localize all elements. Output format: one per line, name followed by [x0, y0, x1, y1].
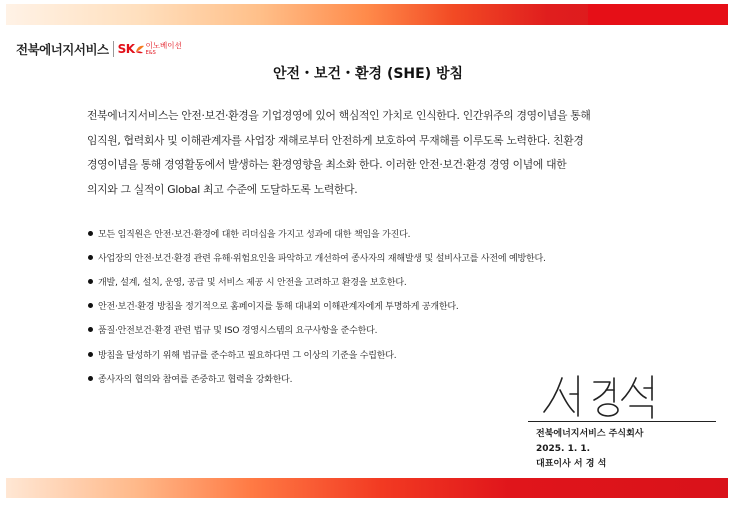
logo-divider	[113, 41, 114, 57]
closing-ceo: 대표이사 서 경 석	[536, 459, 607, 469]
policy-list	[88, 221, 688, 390]
list-item-text: 종사자의 협의와 참여를 존중하고 협력을 강화한다.	[98, 374, 293, 385]
company-name: 전북에너지서비스	[16, 42, 109, 57]
sk-butterfly-icon	[135, 44, 145, 54]
closing-company: 전북에너지서비스 주식회사	[536, 429, 644, 439]
intro-line: 경영이념을 통해 경영활동에서 발생하는 환경영향을 최소화 한다. 이러한 안전·보건·환경 경영 이념에 대한	[87, 158, 567, 171]
bullet-icon	[88, 255, 93, 260]
list-item	[88, 245, 688, 269]
signature-line	[528, 421, 716, 422]
intro-line: 의지와 그 실적이 Global 최고 수준에 도달하도록 노력한다.	[87, 182, 358, 196]
list-item-text: 방침을 달성하기 위해 법규를 준수하고 필요하다면 그 이상의 기준을 수립한다.	[98, 350, 397, 361]
list-item-text: 안전·보건·환경 방침을 정기적으로 홈페이지를 통해 대내외 이해관계자에게 투명하게 공개한다.	[98, 302, 459, 313]
list-item	[88, 269, 688, 293]
list-item	[88, 342, 688, 366]
bullet-icon	[88, 376, 93, 381]
sk-company-name: 이노베이션	[145, 41, 182, 51]
intro-line: 임직원, 협력회사 및 이해관계자를 사업장 재해로부터 안전하게 보호하여 무재해를 이루도록 노력한다. 친환경	[87, 133, 584, 147]
handwritten-signature	[532, 372, 692, 422]
sk-brand: SK	[117, 42, 135, 56]
closing-date: 2025. 1. 1.	[536, 444, 591, 454]
intro-paragraph	[87, 104, 687, 202]
list-item-text: 사업장의 안전·보건·환경 관련 유해·위험요인을 파악하고 개선하여 종사자의 재해발생 및 설비사고를 사전에 예방한다.	[98, 253, 546, 264]
bullet-icon	[88, 279, 93, 284]
list-item	[88, 221, 688, 245]
bottom-decorative-band	[6, 478, 728, 498]
bullet-icon	[88, 352, 93, 357]
intro-line: 전북에너지서비스는 안전·보건·환경을 기업경영에 있어 핵심적인 가치로 인식한다. 인간위주의 경영이념을 통해	[87, 109, 591, 122]
company-logo	[16, 36, 182, 62]
bullet-icon	[88, 303, 93, 308]
closing-block	[536, 427, 643, 472]
bullet-icon	[88, 327, 93, 332]
list-item-text: 개발, 설계, 설치, 운영, 공급 및 서비스 제공 시 안전을 고려하고 환경을 보호한다.	[98, 277, 407, 288]
list-item	[88, 318, 688, 342]
list-item-text: 모든 임직원은 안전·보건·환경에 대한 리더십을 가지고 성과에 대한 책임을 가진다.	[98, 229, 411, 240]
list-item	[88, 294, 688, 318]
top-decorative-band	[6, 4, 728, 25]
sk-sub-name: E&S	[145, 49, 156, 56]
list-item-text: 품질·안전보건·환경 관련 법규 및 ISO 경영시스템의 요구사항을 준수한다.	[98, 326, 378, 337]
sk-logo	[118, 42, 182, 56]
bullet-icon	[88, 231, 93, 236]
page-title: 안전・보건・환경 (SHE) 방침	[272, 66, 464, 82]
